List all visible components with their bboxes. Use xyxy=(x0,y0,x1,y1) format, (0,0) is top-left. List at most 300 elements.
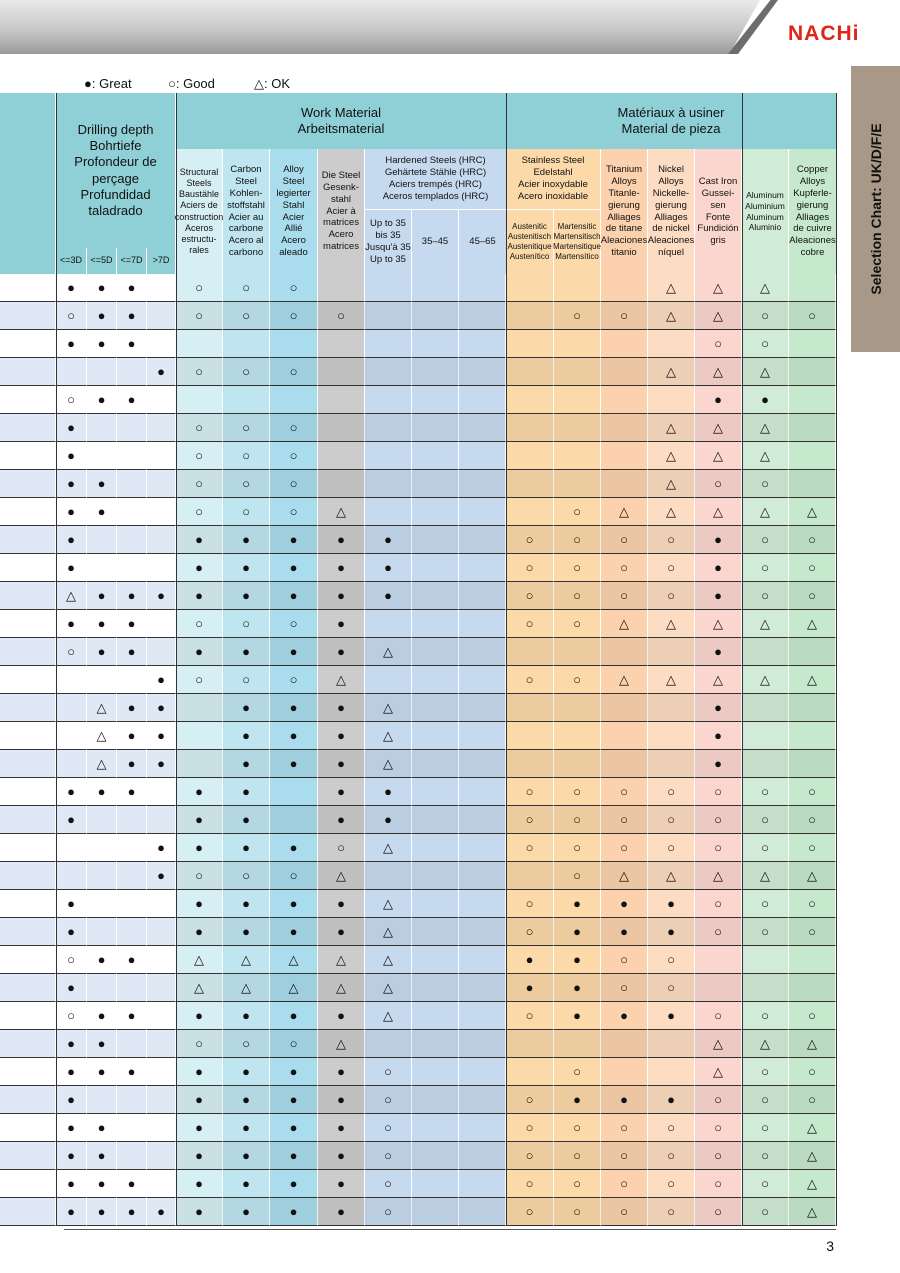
hardened-steels-header xyxy=(365,149,506,209)
good-mark: ○ xyxy=(714,924,722,939)
legend-good-symbol: ○ xyxy=(168,76,176,91)
table-cell xyxy=(459,274,506,302)
table-cell xyxy=(789,302,836,330)
ok-mark: △ xyxy=(666,672,676,687)
ok-mark: △ xyxy=(336,952,346,967)
side-tab xyxy=(851,66,900,352)
table-cell xyxy=(601,974,648,1002)
great-mark: ● xyxy=(157,756,165,771)
table-cell xyxy=(601,946,648,974)
table-cell xyxy=(459,862,506,890)
good-mark: ○ xyxy=(573,308,581,323)
good-mark: ○ xyxy=(714,840,722,855)
great-mark: ● xyxy=(195,560,203,575)
table-cell xyxy=(117,470,147,498)
table-cell xyxy=(223,1114,270,1142)
table-cell xyxy=(789,638,836,666)
ok-mark: △ xyxy=(807,868,817,883)
table-cell xyxy=(459,526,506,554)
table-cell xyxy=(459,834,506,862)
table-cell xyxy=(506,330,554,358)
table-cell xyxy=(56,1058,87,1086)
table-cell xyxy=(506,694,554,722)
table-cell xyxy=(459,750,506,778)
table-cell xyxy=(459,386,506,414)
good-mark: ○ xyxy=(195,672,203,687)
alloy-steel-header xyxy=(270,149,317,274)
good-mark: ○ xyxy=(620,1120,628,1135)
good-mark: ○ xyxy=(761,336,769,351)
table-cell xyxy=(459,358,506,386)
table-cell xyxy=(176,862,223,890)
table-cell xyxy=(147,1058,176,1086)
great-mark: ● xyxy=(337,1120,345,1135)
work-material-label: Work Material Arbeitsmaterial xyxy=(297,104,385,136)
table-cell xyxy=(459,1002,506,1030)
good-mark: ○ xyxy=(808,784,816,799)
table-cell xyxy=(56,330,87,358)
great-mark: ● xyxy=(127,700,136,715)
table-cell xyxy=(176,750,223,778)
table-cell xyxy=(742,974,789,1002)
good-mark: ○ xyxy=(761,588,769,603)
table-cell xyxy=(176,442,223,470)
table-cell xyxy=(648,834,695,862)
great-mark: ● xyxy=(289,896,298,911)
table-cell xyxy=(742,358,789,386)
table-cell xyxy=(742,1142,789,1170)
table-cell xyxy=(789,610,836,638)
great-mark: ● xyxy=(67,1064,75,1079)
great-mark: ● xyxy=(195,1120,203,1135)
table-cell xyxy=(742,442,789,470)
table-cell xyxy=(695,722,742,750)
good-mark: ○ xyxy=(573,1148,581,1163)
good-mark: ○ xyxy=(525,532,534,547)
row-stub xyxy=(0,862,56,890)
table-cell xyxy=(223,862,270,890)
table-cell xyxy=(695,1002,742,1030)
table-cell xyxy=(365,806,412,834)
table-cell xyxy=(270,1114,318,1142)
hardened-45-65-label: 45–65 xyxy=(469,236,496,248)
great-mark: ● xyxy=(97,1176,106,1191)
great-mark: ● xyxy=(67,1204,75,1219)
ok-mark: △ xyxy=(288,952,299,967)
table-cell xyxy=(270,582,318,610)
good-mark: ○ xyxy=(761,1092,769,1107)
table-cell xyxy=(506,414,554,442)
table-cell xyxy=(87,890,117,918)
good-mark: ○ xyxy=(808,1092,816,1107)
table-cell xyxy=(506,722,554,750)
table-cell xyxy=(412,386,459,414)
carbon-steel-header xyxy=(223,149,269,274)
ok-mark: △ xyxy=(383,756,393,771)
table-cell xyxy=(56,554,87,582)
ok-mark: △ xyxy=(619,868,629,883)
table-cell xyxy=(554,722,601,750)
good-mark: ○ xyxy=(667,532,675,547)
great-mark: ● xyxy=(67,896,75,911)
table-cell xyxy=(789,974,836,1002)
great-mark: ● xyxy=(337,756,345,771)
table-cell xyxy=(117,1030,147,1058)
great-mark: ● xyxy=(337,896,345,911)
good-mark: ○ xyxy=(525,1148,534,1163)
table-cell xyxy=(554,750,601,778)
table-cell xyxy=(176,470,223,498)
table-cell xyxy=(147,582,176,610)
table-cell xyxy=(554,330,601,358)
table-cell xyxy=(223,554,270,582)
table-cell xyxy=(117,1058,147,1086)
good-mark: ○ xyxy=(384,1064,392,1079)
good-mark: ○ xyxy=(714,476,722,491)
table-cell xyxy=(117,834,147,862)
table-cell xyxy=(365,1086,412,1114)
table-cell xyxy=(147,442,176,470)
great-mark: ● xyxy=(157,364,165,379)
table-cell xyxy=(147,358,176,386)
good-mark: ○ xyxy=(289,448,298,463)
table-cell xyxy=(365,526,412,554)
table-cell xyxy=(648,1198,695,1226)
table-cell xyxy=(223,1086,270,1114)
good-mark: ○ xyxy=(714,1176,722,1191)
table-cell xyxy=(601,610,648,638)
great-mark: ● xyxy=(97,952,106,967)
great-mark: ● xyxy=(337,1176,345,1191)
ok-mark: △ xyxy=(383,952,393,967)
good-mark: ○ xyxy=(525,588,534,603)
table-cell xyxy=(365,498,412,526)
alloy-steel-label: Alloy Steel legierter Stahl Acier Allié Acero aleado xyxy=(276,164,311,259)
table-cell xyxy=(789,946,836,974)
good-mark: ○ xyxy=(242,868,250,883)
great-mark: ● xyxy=(97,1064,106,1079)
great-mark: ● xyxy=(97,392,106,407)
great-mark: ● xyxy=(195,1148,203,1163)
great-mark: ● xyxy=(127,588,136,603)
good-mark: ○ xyxy=(808,308,816,323)
table-cell xyxy=(176,358,223,386)
ok-mark: △ xyxy=(807,504,817,519)
table-cell xyxy=(223,1002,270,1030)
table-cell xyxy=(87,414,117,442)
table-cell xyxy=(117,778,147,806)
row-stub xyxy=(0,554,56,582)
table-cell xyxy=(412,1142,459,1170)
table-cell xyxy=(695,526,742,554)
table-cell xyxy=(117,862,147,890)
ok-mark: △ xyxy=(383,700,393,715)
great-mark: ● xyxy=(97,476,106,491)
great-mark: ● xyxy=(242,588,250,603)
good-mark: ○ xyxy=(242,280,250,295)
table-cell xyxy=(365,890,412,918)
table-cell xyxy=(554,834,601,862)
good-mark: ○ xyxy=(525,616,534,631)
table-cell xyxy=(270,1198,318,1226)
great-mark: ● xyxy=(714,700,722,715)
ok-mark: △ xyxy=(96,756,107,771)
row-stub xyxy=(0,498,56,526)
table-cell xyxy=(506,666,554,694)
row-stub xyxy=(0,330,56,358)
great-mark: ● xyxy=(620,924,628,939)
row-stub xyxy=(0,778,56,806)
table-cell xyxy=(318,1086,365,1114)
good-mark: ○ xyxy=(714,1092,722,1107)
table-cell xyxy=(695,302,742,330)
table-cell xyxy=(601,750,648,778)
great-mark: ● xyxy=(195,1204,203,1219)
aluminum-label: Aluminum Aluminium Aluminum Aluminio xyxy=(745,190,785,233)
table-cell xyxy=(742,862,789,890)
great-mark: ● xyxy=(97,616,106,631)
table-cell xyxy=(56,834,87,862)
table-cell xyxy=(412,1002,459,1030)
good-mark: ○ xyxy=(620,952,628,967)
great-mark: ● xyxy=(97,588,106,603)
table-cell xyxy=(147,1086,176,1114)
row-stub xyxy=(0,1030,56,1058)
header-stub xyxy=(0,93,55,274)
great-mark: ● xyxy=(337,1008,345,1023)
row-stub xyxy=(0,722,56,750)
table-cell xyxy=(742,274,789,302)
table-cell xyxy=(365,610,412,638)
good-mark: ○ xyxy=(714,1008,722,1023)
table-cell xyxy=(412,1114,459,1142)
table-cell xyxy=(270,778,318,806)
great-mark: ● xyxy=(667,1008,675,1023)
table-cell xyxy=(223,274,270,302)
ok-mark: △ xyxy=(666,448,676,463)
great-mark: ● xyxy=(714,756,722,771)
table-cell xyxy=(117,330,147,358)
table-cell xyxy=(87,946,117,974)
row-stub xyxy=(0,694,56,722)
great-mark: ● xyxy=(157,840,165,855)
table-cell xyxy=(176,554,223,582)
table-cell xyxy=(365,834,412,862)
ok-mark: △ xyxy=(760,280,770,295)
table-cell xyxy=(554,358,601,386)
good-mark: ○ xyxy=(337,308,345,323)
table-cell xyxy=(648,694,695,722)
table-cell xyxy=(601,582,648,610)
great-mark: ● xyxy=(620,1092,628,1107)
table-cell xyxy=(554,526,601,554)
table-cell xyxy=(648,302,695,330)
table-cell xyxy=(601,1114,648,1142)
table-cell xyxy=(601,1058,648,1086)
good-mark: ○ xyxy=(337,840,345,855)
ok-mark: △ xyxy=(713,448,723,463)
row-stub xyxy=(0,1002,56,1030)
table-cell xyxy=(365,946,412,974)
table-cell xyxy=(223,946,270,974)
great-mark: ● xyxy=(242,840,250,855)
table-cell xyxy=(365,666,412,694)
table-cell xyxy=(318,918,365,946)
table-cell xyxy=(87,554,117,582)
table-cell xyxy=(223,666,270,694)
good-mark: ○ xyxy=(525,1204,534,1219)
table-cell xyxy=(117,386,147,414)
good-mark: ○ xyxy=(667,560,675,575)
ok-mark: △ xyxy=(760,616,770,631)
table-cell xyxy=(789,414,836,442)
good-mark: ○ xyxy=(667,1176,675,1191)
table-cell xyxy=(270,498,318,526)
good-mark: ○ xyxy=(573,504,581,519)
great-mark: ● xyxy=(127,756,136,771)
table-cell xyxy=(601,1170,648,1198)
table-cell xyxy=(56,358,87,386)
table-cell xyxy=(56,946,87,974)
good-mark: ○ xyxy=(195,868,203,883)
great-mark: ● xyxy=(195,784,203,799)
cast-iron-label: Cast Iron Gussei- sen Fonte Fundición gris xyxy=(697,175,739,247)
good-mark: ○ xyxy=(667,1204,675,1219)
table-cell xyxy=(601,1198,648,1226)
table-cell xyxy=(412,1198,459,1226)
ok-mark: △ xyxy=(713,1064,723,1079)
table-cell xyxy=(270,274,318,302)
great-mark: ● xyxy=(289,532,298,547)
good-mark: ○ xyxy=(714,812,722,827)
table-cell xyxy=(695,1198,742,1226)
ok-mark: △ xyxy=(760,448,770,463)
good-mark: ○ xyxy=(667,1120,675,1135)
great-mark: ● xyxy=(573,1008,581,1023)
table-cell xyxy=(695,1142,742,1170)
good-mark: ○ xyxy=(620,308,628,323)
great-mark: ● xyxy=(714,532,722,547)
table-cell xyxy=(56,414,87,442)
legend-ok-symbol: △ xyxy=(254,76,264,91)
page-number: 3 xyxy=(826,1238,834,1254)
good-mark: ○ xyxy=(714,1204,722,1219)
table-cell xyxy=(648,498,695,526)
side-tab-label: Selection Chart: UK/D/F/E xyxy=(867,123,884,295)
good-mark: ○ xyxy=(667,588,675,603)
table-cell xyxy=(554,1114,601,1142)
table-cell xyxy=(176,638,223,666)
table-cell xyxy=(506,1058,554,1086)
table-cell xyxy=(648,722,695,750)
table-cell xyxy=(223,806,270,834)
table-cell xyxy=(506,274,554,302)
table-cell xyxy=(789,554,836,582)
table-cell xyxy=(318,946,365,974)
good-mark: ○ xyxy=(525,672,534,687)
table-cell xyxy=(789,806,836,834)
table-cell xyxy=(789,582,836,610)
table-cell xyxy=(87,722,117,750)
good-mark: ○ xyxy=(573,784,581,799)
table-cell xyxy=(318,1030,365,1058)
great-mark: ● xyxy=(242,532,250,547)
table-cell xyxy=(176,834,223,862)
table-cell xyxy=(601,554,648,582)
table-cell xyxy=(695,946,742,974)
table-cell xyxy=(223,1030,270,1058)
great-mark: ● xyxy=(384,588,392,603)
table-cell xyxy=(147,274,176,302)
table-cell xyxy=(459,330,506,358)
table-cell xyxy=(117,274,147,302)
good-mark: ○ xyxy=(761,476,769,491)
table-cell xyxy=(87,274,117,302)
great-mark: ● xyxy=(97,1148,106,1163)
table-cell xyxy=(318,834,365,862)
table-cell xyxy=(365,582,412,610)
good-mark: ○ xyxy=(714,336,722,351)
great-mark: ● xyxy=(714,392,722,407)
great-mark: ● xyxy=(195,532,203,547)
table-cell xyxy=(147,1030,176,1058)
great-mark: ● xyxy=(127,728,136,743)
table-cell xyxy=(87,834,117,862)
table-cell xyxy=(223,918,270,946)
table-cell xyxy=(87,330,117,358)
good-mark: ○ xyxy=(573,588,581,603)
great-mark: ● xyxy=(157,588,165,603)
table-cell xyxy=(695,1170,742,1198)
great-mark: ● xyxy=(67,1148,75,1163)
table-cell xyxy=(742,638,789,666)
good-mark: ○ xyxy=(525,1176,534,1191)
table-cell xyxy=(789,274,836,302)
table-cell xyxy=(56,778,87,806)
table-cell xyxy=(648,1058,695,1086)
table-cell xyxy=(56,638,87,666)
great-mark: ● xyxy=(127,1176,136,1191)
table-cell xyxy=(554,554,601,582)
table-cell xyxy=(147,302,176,330)
table-cell xyxy=(56,1170,87,1198)
table-cell xyxy=(365,1170,412,1198)
table-cell xyxy=(56,470,87,498)
good-mark: ○ xyxy=(808,924,816,939)
table-cell xyxy=(223,638,270,666)
table-cell xyxy=(56,918,87,946)
great-mark: ● xyxy=(67,980,75,995)
table-cell xyxy=(117,918,147,946)
table-cell xyxy=(223,358,270,386)
table-cell xyxy=(412,498,459,526)
great-mark: ● xyxy=(97,784,106,799)
ok-mark: △ xyxy=(336,504,346,519)
great-mark: ● xyxy=(714,728,722,743)
table-cell xyxy=(87,778,117,806)
table-cell xyxy=(87,610,117,638)
great-mark: ● xyxy=(337,1092,345,1107)
table-cell xyxy=(117,582,147,610)
table-cell xyxy=(147,778,176,806)
table-cell xyxy=(117,750,147,778)
ok-mark: △ xyxy=(383,924,393,939)
great-mark: ● xyxy=(67,476,75,491)
table-cell xyxy=(648,1086,695,1114)
row-stub xyxy=(0,610,56,638)
depth-col-3d-label: <=3D xyxy=(59,255,83,266)
table-cell xyxy=(176,1114,223,1142)
